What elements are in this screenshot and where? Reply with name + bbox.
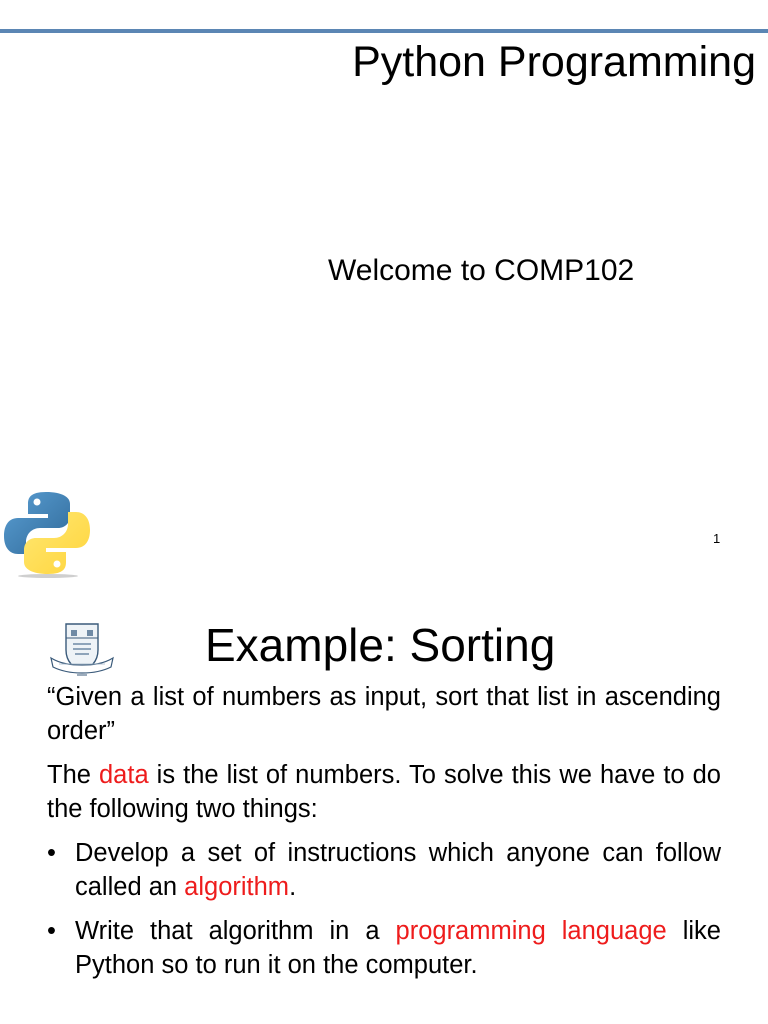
- bullet-item: • Develop a set of instructions which anyone can follow called an algorithm.: [47, 836, 721, 904]
- highlight-algorithm: algorithm: [184, 873, 290, 901]
- slide-title: Python Programming: [352, 38, 756, 86]
- slide-2: [0, 598, 768, 1024]
- slide-title: Example: Sorting: [205, 619, 556, 671]
- python-logo-icon: [2, 488, 92, 578]
- highlight-data: data: [99, 761, 149, 789]
- header-rule: [0, 29, 768, 33]
- bullet-glyph: •: [47, 917, 56, 945]
- slide-number: 1: [713, 531, 721, 546]
- bullet-glyph: •: [47, 839, 56, 867]
- highlight-programming-language: programming language: [395, 917, 667, 945]
- quote-paragraph: “Given a list of numbers as input, sort that list in ascending order”: [47, 683, 721, 745]
- university-crest-icon: [49, 618, 115, 680]
- slide-body: [47, 680, 721, 982]
- slide-subtitle: Welcome to COMP102: [328, 254, 635, 287]
- slide-separator: [0, 586, 768, 598]
- bullet-item: • Write that algorithm in a programming language like Python so to run it on the computer.: [47, 914, 721, 982]
- data-paragraph: The data is the list of numbers. To solve this we have to do the following two things:: [47, 761, 721, 823]
